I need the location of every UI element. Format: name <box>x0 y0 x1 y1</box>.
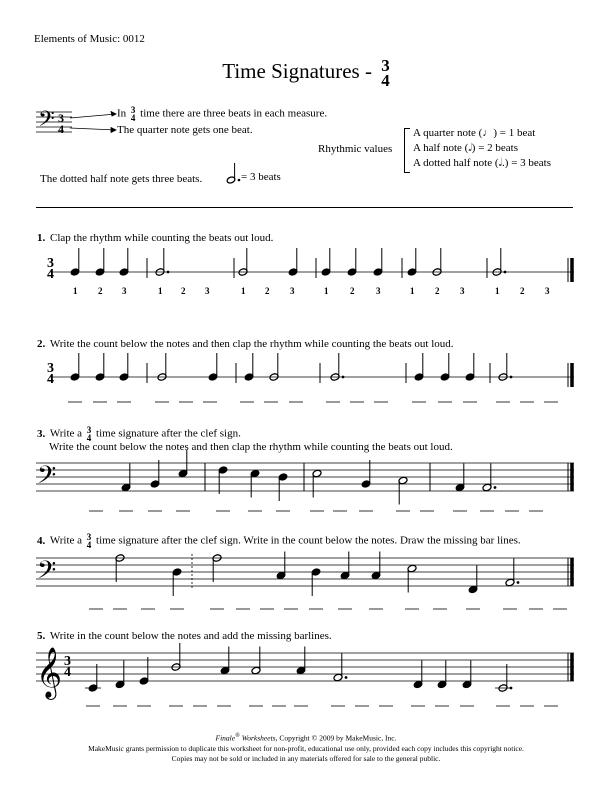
footer-restriction: Copies may not be sold or included in any materials offered for sale to the general public. <box>171 753 441 763</box>
beat-count: 3 <box>460 286 465 296</box>
beat-count: 3 <box>376 286 381 296</box>
note-dot <box>494 486 497 489</box>
beat-count: 2 <box>520 286 525 296</box>
exercise-1-instruction: 1. Clap the rhythm while counting the beats out loud. <box>37 232 274 244</box>
bass-clef-icon: 𝄢 <box>37 556 57 591</box>
exercise-4-staff <box>0 550 612 615</box>
page-title <box>0 58 612 88</box>
note-dot <box>345 676 348 679</box>
note-dot <box>167 271 170 274</box>
value-half: A half note (𝅗𝅥) = 2 beats <box>413 142 519 154</box>
exercise-2-instruction: 2. Write the count below the notes and then clap the rhythm while counting the beats out loud. <box>37 338 454 350</box>
intro-line-2: The quarter note gets one beat. <box>117 124 253 136</box>
svg-text:4: 4 <box>58 122 64 136</box>
beat-count: 1 <box>495 286 500 296</box>
exercise-3-instruction-line-2: Write the count below the notes and then clap the rhythm while counting the beats out loud. <box>49 441 453 453</box>
beat-count: 2 <box>350 286 355 296</box>
svg-text:3: 3 <box>58 111 64 125</box>
dotted-note-text: The dotted half note gets three beats. <box>40 173 203 185</box>
worksheet-id: Elements of Music: 0012 <box>34 33 145 45</box>
time-signature-bottom: 4 <box>47 267 54 282</box>
beat-count: 1 <box>73 286 78 296</box>
beat-count: 2 <box>435 286 440 296</box>
time-signature-bottom: 4 <box>64 665 71 680</box>
value-quarter: A quarter note (♩) = 1 beat <box>413 127 536 139</box>
note-dot <box>342 376 345 379</box>
rhythmic-values-bracket <box>404 128 410 173</box>
exercise-2-rhythm <box>0 355 612 410</box>
beat-count: 3 <box>122 286 127 296</box>
beat-count: 1 <box>241 286 246 296</box>
exercise-1-rhythm <box>0 250 612 300</box>
time-signature-top: 3 <box>64 654 71 669</box>
beat-count: 3 <box>545 286 550 296</box>
beat-count: 3 <box>205 286 210 296</box>
beat-count: 1 <box>410 286 415 296</box>
exercise-4-instruction: 4. Write a 3 4 time signature after the clef sign. Write in the count below the notes. Draw the missing bar lines. <box>37 532 521 550</box>
dotted-half-note-icon: 𝅗𝅥. <box>498 157 505 169</box>
bass-clef-icon: 𝄢 <box>37 461 57 496</box>
footer <box>0 731 612 764</box>
inline-time-signature: 3 4 <box>130 105 136 123</box>
exercise-3-staff <box>0 455 612 515</box>
bass-clef-icon: 𝄢 <box>38 107 55 137</box>
note-dot <box>517 581 520 584</box>
beat-count: 2 <box>181 286 186 296</box>
footer-copyright: Finale® Worksheets, Copyright © 2009 by MakeMusic, Inc. <box>215 732 397 743</box>
exercise-3-instruction: 3. Write a 3 4 time signature after the clef sign. <box>37 425 241 443</box>
beat-count: 1 <box>158 286 163 296</box>
rhythmic-values-label: Rhythmic values <box>318 143 393 155</box>
note-dot <box>504 271 507 274</box>
value-dotted-half: A dotted half note (𝅗𝅥.) = 3 beats <box>413 157 552 169</box>
intro-line-1: In 3 4 time there are three beats in each measure. <box>117 105 328 123</box>
beat-count: 3 <box>290 286 295 296</box>
quarter-note-icon: ♩ <box>482 127 494 139</box>
divider <box>36 207 573 208</box>
beat-count: 2 <box>265 286 270 296</box>
time-signature-top: 3 <box>47 256 54 271</box>
exercise-5-staff <box>0 645 612 710</box>
beat-count: 1 <box>324 286 329 296</box>
exercise-5-instruction: 5. Write in the count below the notes and add the missing barlines. <box>37 630 332 642</box>
beat-count: 2 <box>98 286 103 296</box>
time-signature-top: 3 <box>47 361 54 376</box>
treble-clef-icon: 𝄞 <box>36 647 63 698</box>
half-note-icon: 𝅗𝅥 <box>468 142 472 154</box>
time-signature-bottom: 4 <box>47 372 54 387</box>
dotted-note-value: = 3 beats <box>241 171 281 183</box>
footer-permission: MakeMusic grants permission to duplicate this worksheet for non-profit, educational use only, provided each copy includes this copyright notice. <box>88 743 524 753</box>
title-time-signature: 3 4 <box>381 56 390 90</box>
note-dot <box>510 376 513 379</box>
intro-staff <box>36 105 126 145</box>
title-text: Time Signatures - <box>222 58 378 83</box>
